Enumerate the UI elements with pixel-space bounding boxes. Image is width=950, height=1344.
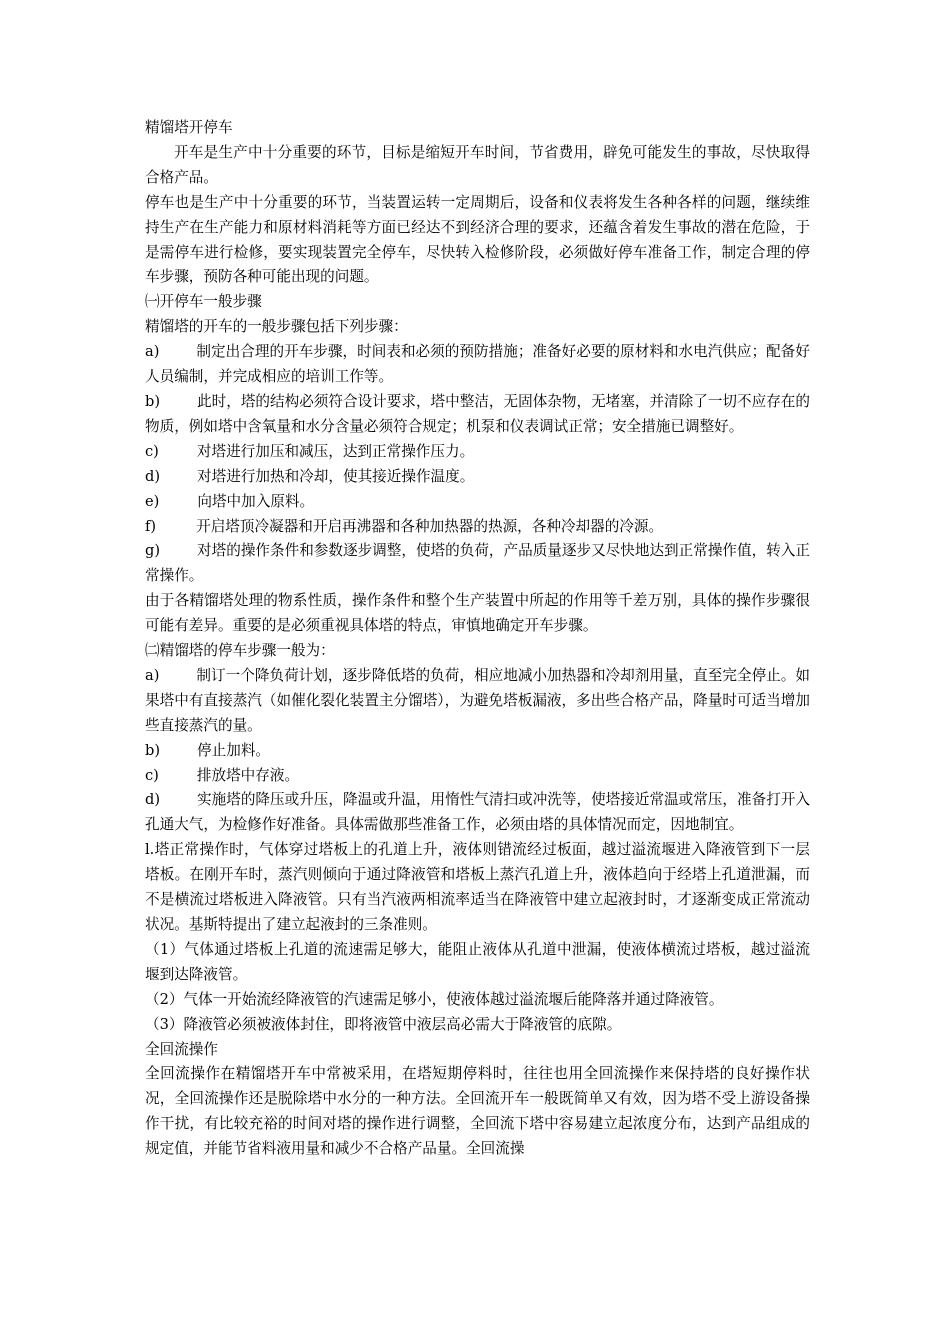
- section4-heading: 全回流操作: [145, 1040, 218, 1058]
- section4-paragraph: 全回流操作在精馏塔开车中常被采用，在塔短期停料时，往往也用全回流操作来保持塔的良好操作状况，全回流操作还是脱除塔中水分的一种方法。全回流开车一般既简单又有效，因为塔不受上游设备操作干扰，有比较充裕的时间对塔的操作进行调整，全回流下塔中容易建立起浓度分布，达到产品组成的规定值，并能节省料液用量和减少不合格产品量。全回流操: [145, 1065, 810, 1158]
- item-text: 停止加料。: [197, 741, 271, 759]
- section1-item-c: [145, 440, 810, 465]
- section1-heading: ㈠开停车一般步骤: [145, 293, 262, 311]
- item-mark: b): [145, 392, 161, 410]
- intro-paragraph: 开车是生产中十分重要的环节，目标是缩短开车时间，节省费用，辟免可能发生的事故，尽快取得合格产品。: [145, 143, 810, 186]
- criterion-3: （3）降液管必须被液体封住，即将液管中液层高必需大于降液管的底隙。: [145, 1015, 622, 1033]
- item-mark: g): [145, 542, 161, 560]
- item-text: 制定出合理的开车步骤，时间表和必须的预防措施；准备好必要的原材料和水电汽供应；配备好人员编制，并完成相应的培训工作等。: [145, 343, 810, 386]
- item-mark: a): [145, 666, 160, 684]
- item-text: 开启塔顶冷凝器和开启再沸器和各种加热器的热源，各种冷却器的冷源。: [196, 517, 664, 535]
- section1-item-d: [145, 465, 810, 490]
- section1-item-e: [145, 490, 810, 515]
- item-text: 实施塔的降压或升压，降温或升温，用惰性气清扫或冲洗等，使塔接近常温或常压，准备打开入孔通大气，为检修作好准备。具体需做那些准备工作，必须由塔的具体情况而定，因地制宜。: [145, 791, 810, 834]
- item-mark: e): [145, 492, 160, 510]
- item-mark: b): [145, 741, 161, 759]
- section3-paragraph: l.塔正常操作时，气体穿过塔板上的孔道上升，液体则错流经过板面，越过溢流堰进入降液管到下一层塔板。在刚开车时，蒸汽则倾向于通过降液管和塔板上蒸汽孔道上升，液体趋向于经塔上孔道泄漏，而不是横流过塔板进入降液管。只有当汽液两相流率适当在降液管中建立起液封时，才逐渐变成正常流动状况。基斯特提出了建立起液封的三条准则。: [145, 841, 810, 933]
- item-text: 对塔进行加压和减压，达到正常操作压力。: [196, 442, 475, 460]
- item-mark: f): [145, 517, 157, 535]
- criterion-2: （2）气体一开始流经降液管的汽速需足够小，使液体越过溢流堰后能降落并通过降液管。: [145, 990, 724, 1008]
- item-text: 向塔中加入原料。: [197, 492, 315, 510]
- section2-item-b: [145, 739, 810, 764]
- criterion-1: （1）气体通过塔板上孔道的流速需足够大，能阻止液体从孔道中泄漏，使液体横流过塔板，越过溢流堰到达降液管。: [145, 940, 810, 983]
- item-text: 排放塔中存液。: [196, 766, 300, 784]
- document-page: [145, 116, 810, 1162]
- item-mark: d): [145, 467, 161, 485]
- section2-heading: ㈡精馏塔的停车步骤一般为：: [145, 642, 335, 660]
- section2-item-d: [145, 788, 810, 838]
- section1-item-a: [145, 340, 810, 390]
- section1-lead: 精馏塔的开车的一般步骤包括下列步骤：: [145, 318, 408, 336]
- section2-item-c: [145, 764, 810, 789]
- section1-item-g: [145, 539, 810, 589]
- item-mark: c): [145, 442, 159, 460]
- section1-note: 由于各精馏塔处理的物系性质，操作条件和整个生产装置中所起的作用等千差万别，具体的操作步骤很可能有差异。重要的是必须重视具体塔的特点，审慎地确定开车步骤。: [145, 592, 810, 635]
- item-text: 此时，塔的结构必须符合设计要求，塔中整洁，无固体杂物，无堵塞，并清除了一切不应存在的物质，例如塔中含氧量和水分含量必须符合规定；机泵和仪表调试正常；安全措施已调整好。: [145, 392, 810, 435]
- item-text: 对塔进行加热和冷却，使其接近操作温度。: [197, 467, 475, 485]
- item-mark: d): [145, 791, 161, 809]
- item-mark: c): [145, 766, 159, 784]
- section2-item-a: [145, 664, 810, 739]
- section1-item-b: [145, 390, 810, 440]
- item-mark: a): [145, 343, 160, 361]
- document-title: 精馏塔开停车: [145, 119, 233, 136]
- item-text: 对塔的操作条件和参数逐步调整，使塔的负荷，产品质量逐步又尽快地达到正常操作值，转入正常操作。: [145, 542, 810, 585]
- item-text: 制订一个降负荷计划，逐步降低塔的负荷，相应地减小加热器和冷却剂用量，直至完全停止。如果塔中有直接蒸汽（如催化裂化装置主分馏塔），为避免塔板漏液，多出些合格产品，降量时可适当增加些直接蒸汽的量。: [145, 666, 810, 734]
- section1-item-f: [145, 515, 810, 540]
- shutdown-intro-paragraph: 停车也是生产中十分重要的环节，当装置运转一定周期后，设备和仪表将发生各种各样的问题，继续维持生产在生产能力和原材料消耗等方面已经达不到经济合理的要求，还蕴含着发生事故的潜在危险，于是需停车进行检修，要实现装置完全停车，尽快转入检修阶段，必须做好停车准备工作，制定合理的停车步骤，预防各种可能出现的问题。: [145, 193, 810, 286]
